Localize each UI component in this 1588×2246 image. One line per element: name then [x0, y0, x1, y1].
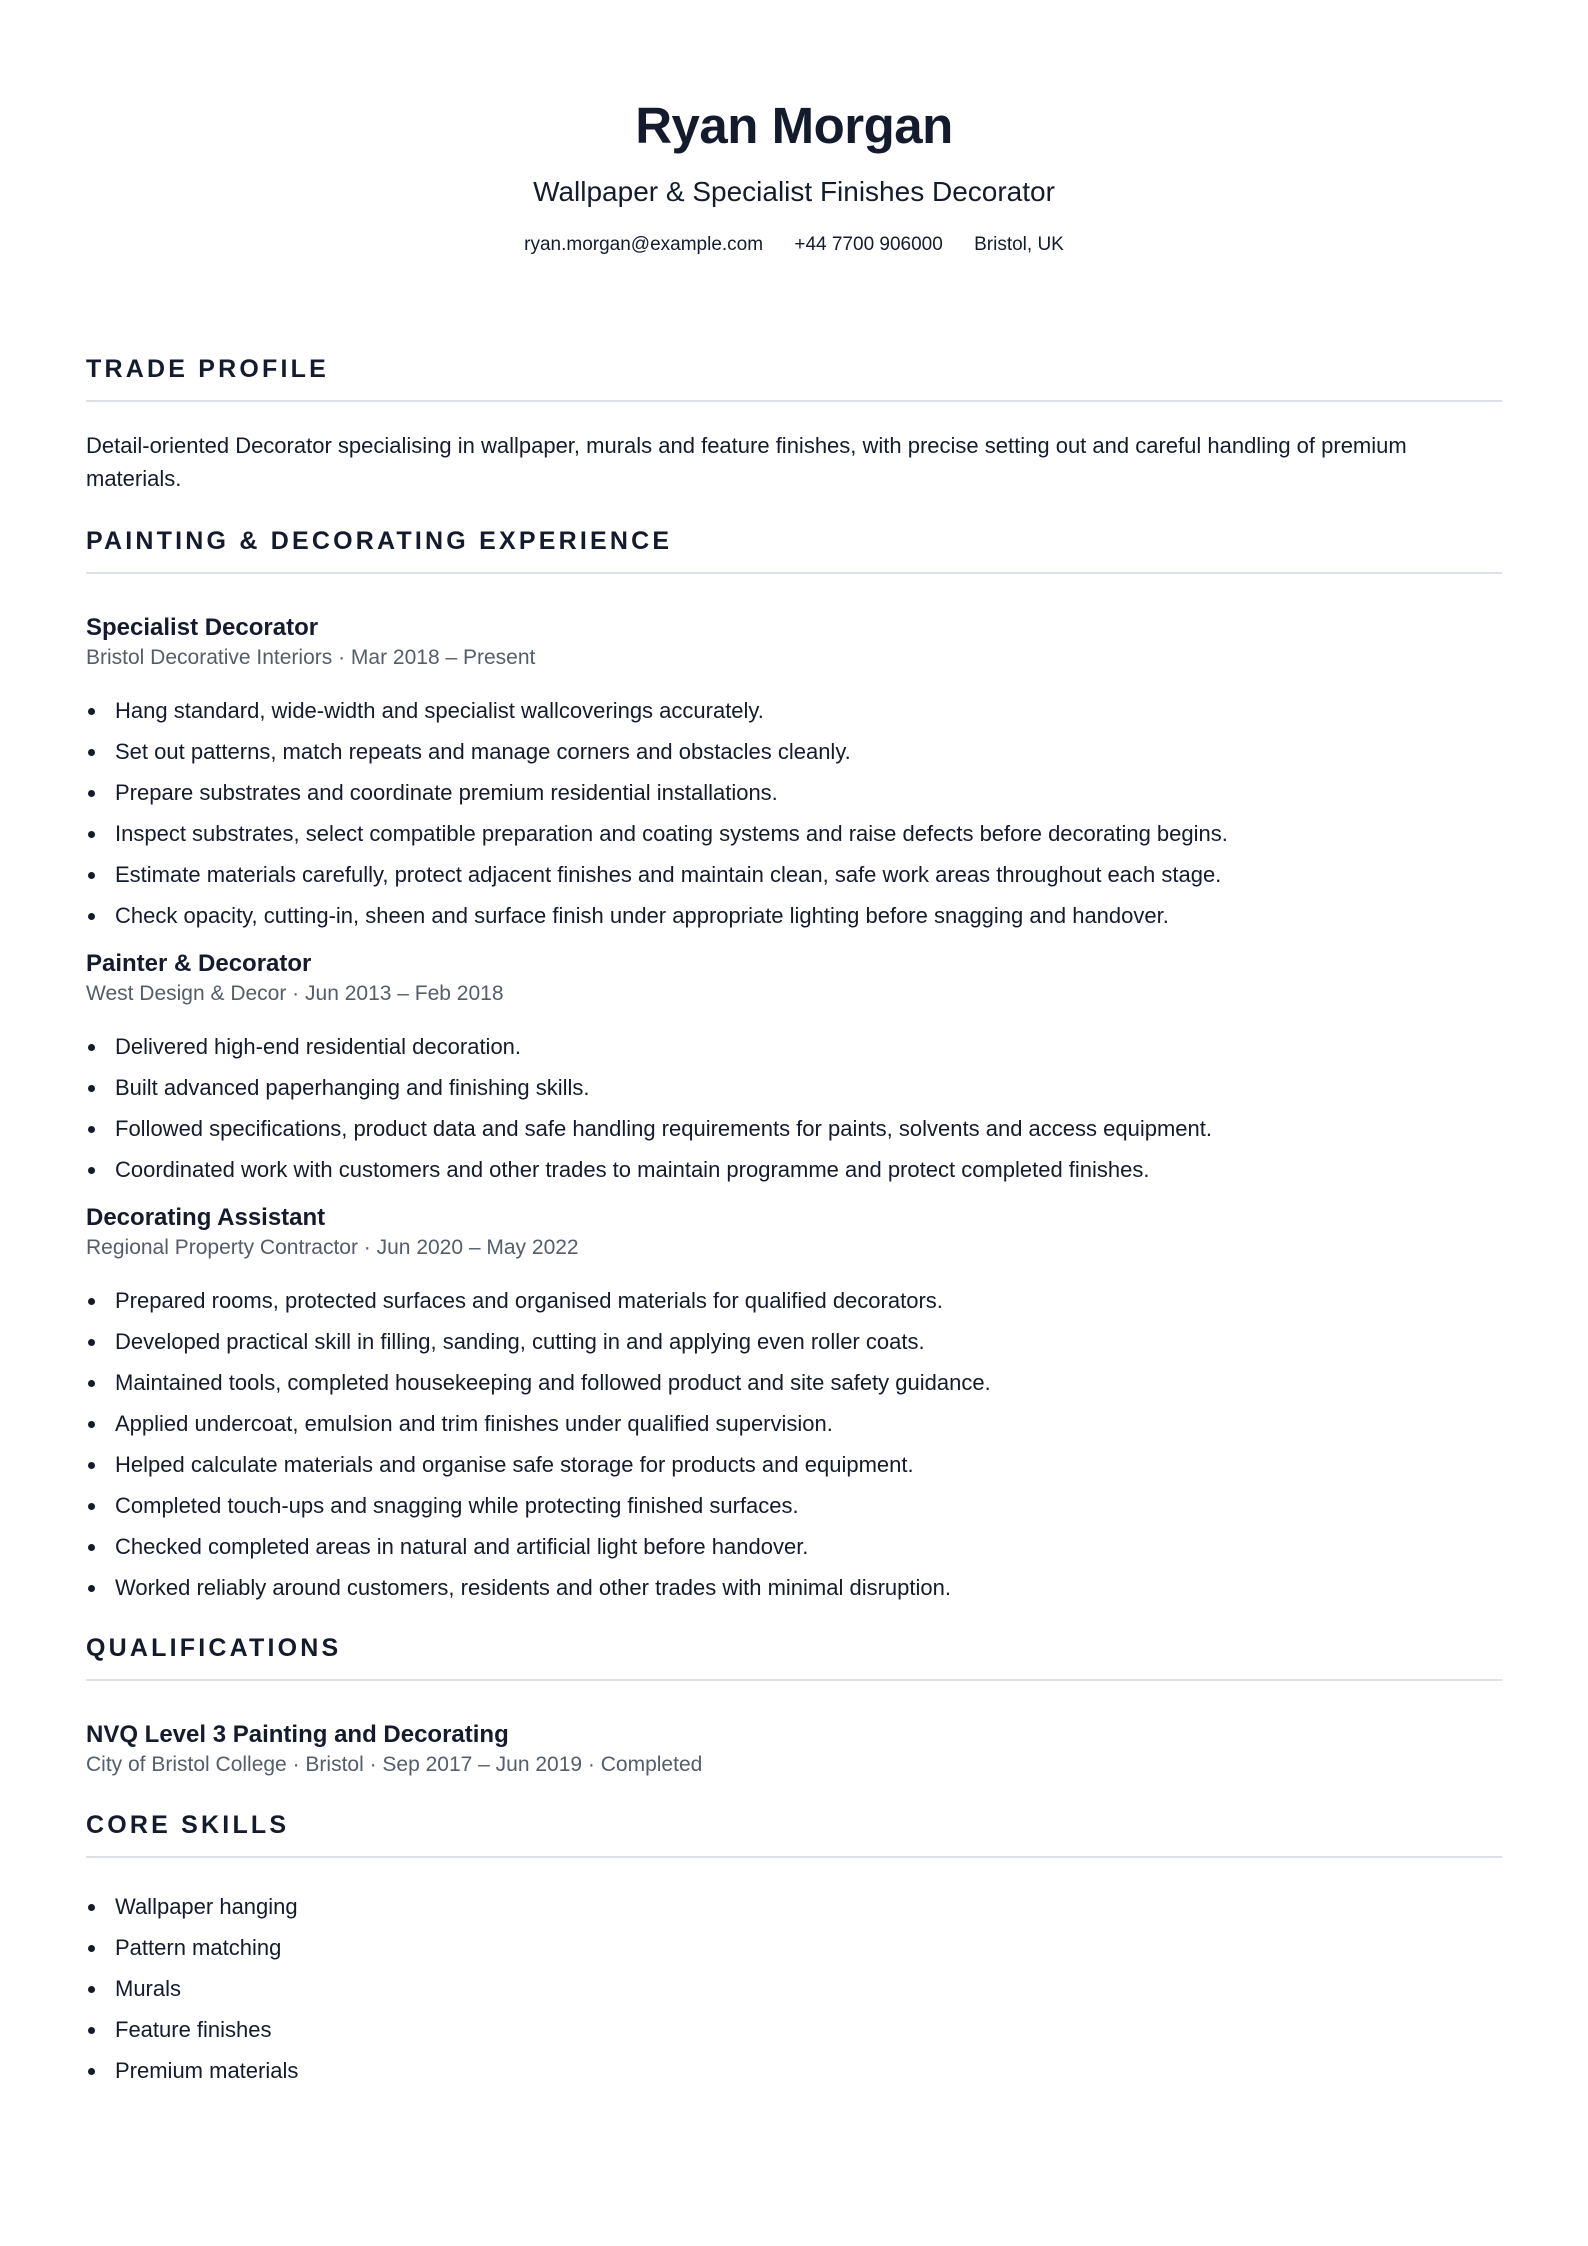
job-meta: West Design & Decor · Jun 2013 – Feb 2018: [86, 982, 504, 1005]
list-item: Hang standard, wide-width and specialist wallcoverings accurately.: [86, 690, 1502, 731]
job-title: Specialist Decorator: [86, 614, 319, 641]
section-heading: PAINTING & DECORATING EXPERIENCE: [86, 525, 1502, 574]
job-bullets: [86, 1026, 1502, 1190]
list-item: Coordinated work with customers and other trades to maintain programme and protect completed finishes.: [86, 1149, 1502, 1190]
list-item: Applied undercoat, emulsion and trim finishes under qualified supervision.: [86, 1403, 1502, 1444]
list-item: Estimate materials carefully, protect adjacent finishes and maintain clean, safe work areas throughout each stage.: [86, 854, 1502, 895]
list-item: Built advanced paperhanging and finishing skills.: [86, 1067, 1502, 1108]
job-entry: [86, 612, 1502, 936]
job-title: Painter & Decorator: [86, 950, 312, 977]
job-meta: Regional Property Contractor · Jun 2020 – May 2022: [86, 1236, 579, 1259]
list-item: Prepare substrates and coordinate premium residential installations.: [86, 772, 1502, 813]
candidate-name: Ryan Morgan: [635, 97, 953, 154]
list-item: Premium materials: [86, 2050, 1502, 2091]
contact-phone: +44 7700 906000: [794, 234, 943, 255]
list-item: Checked completed areas in natural and artificial light before handover.: [86, 1526, 1502, 1567]
list-item: Inspect substrates, select compatible preparation and coating systems and raise defects before decorating begins.: [86, 813, 1502, 854]
resume-header: [86, 94, 1502, 257]
qualification-title: NVQ Level 3 Painting and Decorating: [86, 1721, 509, 1748]
experience-section: [86, 525, 1502, 1608]
job-entry: [86, 1202, 1502, 1608]
section-heading: QUALIFICATIONS: [86, 1632, 1502, 1681]
qualifications-section: [86, 1632, 1502, 1779]
list-item: Followed specifications, product data and safe handling requirements for paints, solvents and access equipment.: [86, 1108, 1502, 1149]
contact-line: [86, 233, 1502, 257]
contact-location: Bristol, UK: [974, 234, 1064, 255]
core-skills-section: [86, 1809, 1502, 2091]
job-title: Decorating Assistant: [86, 1204, 326, 1231]
section-heading: TRADE PROFILE: [86, 353, 1502, 402]
qualification-entry: [86, 1719, 1502, 1779]
list-item: Worked reliably around customers, residents and other trades with minimal disruption.: [86, 1567, 1502, 1608]
list-item: Set out patterns, match repeats and manage corners and obstacles cleanly.: [86, 731, 1502, 772]
contact-email: ryan.morgan@example.com: [524, 234, 764, 255]
list-item: Completed touch-ups and snagging while protecting finished surfaces.: [86, 1485, 1502, 1526]
list-item: Prepared rooms, protected surfaces and organised materials for qualified decorators.: [86, 1280, 1502, 1321]
section-heading: CORE SKILLS: [86, 1809, 1502, 1858]
list-item: Wallpaper hanging: [86, 1886, 1502, 1927]
job-entry: [86, 948, 1502, 1190]
list-item: Helped calculate materials and organise safe storage for products and equipment.: [86, 1444, 1502, 1485]
trade-profile-section: [86, 353, 1502, 495]
job-bullets: [86, 690, 1502, 936]
list-item: Check opacity, cutting-in, sheen and surface finish under appropriate lighting before snagging and handover.: [86, 895, 1502, 936]
list-item: Murals: [86, 1968, 1502, 2009]
candidate-title: Wallpaper & Specialist Finishes Decorator: [533, 176, 1055, 207]
list-item: Pattern matching: [86, 1927, 1502, 1968]
list-item: Delivered high-end residential decoration.: [86, 1026, 1502, 1067]
list-item: Maintained tools, completed housekeeping and followed product and site safety guidance.: [86, 1362, 1502, 1403]
profile-summary: Detail-oriented Decorator specialising in wallpaper, murals and feature finishes, with precise setting out and careful handling of premium materials.: [86, 433, 1407, 491]
job-bullets: [86, 1280, 1502, 1608]
skills-list: [86, 1886, 1502, 2091]
list-item: Developed practical skill in filling, sanding, cutting in and applying even roller coats.: [86, 1321, 1502, 1362]
qualification-meta: City of Bristol College · Bristol · Sep 2017 – Jun 2019 · Completed: [86, 1753, 703, 1776]
job-meta: Bristol Decorative Interiors · Mar 2018 – Present: [86, 646, 536, 669]
list-item: Feature finishes: [86, 2009, 1502, 2050]
